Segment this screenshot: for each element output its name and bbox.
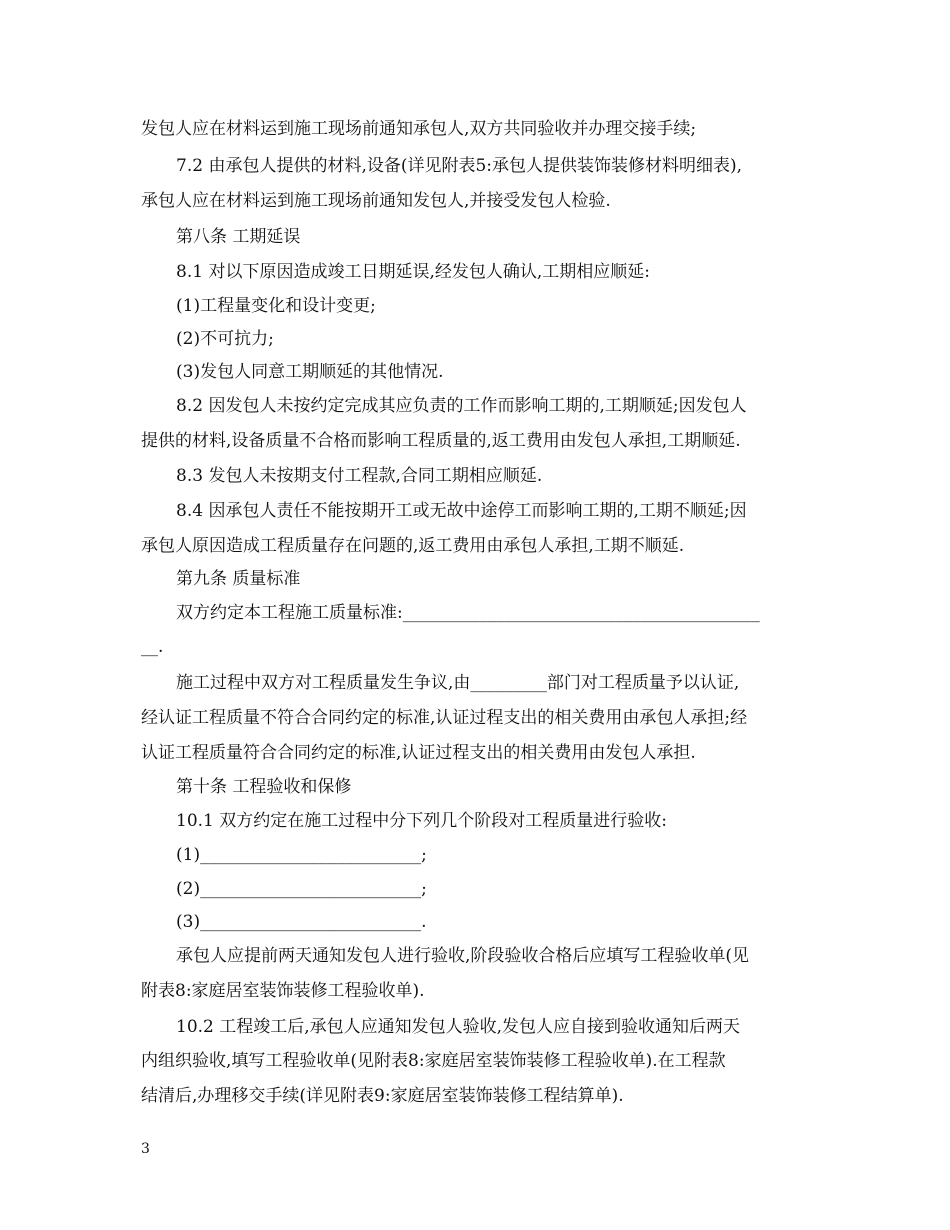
page-number: 3 [141, 1141, 150, 1157]
text-line: 承包人应提前两天通知发包人进行验收,阶段验收合格后应填写工程验收单(见 [176, 946, 750, 966]
text-line: 经认证工程质量不符合合同约定的标准,认证过程支出的相关费用由承包人承担;经 [141, 708, 748, 728]
text-line: 双方约定本工程施工质量标准:__________________________________________ [176, 603, 760, 623]
list-item: (3)__________________________. [176, 912, 427, 932]
text-line: 内组织验收,填写工程验收单(见附表8:家庭居室装饰装修工程验收单).在工程款 [141, 1051, 726, 1071]
text-line: 10.1 双方约定在施工过程中分下列几个阶段对工程质量进行验收: [176, 811, 667, 831]
text-line: 结清后,办理移交手续(详见附表9:家庭居室装饰装修工程结算单). [141, 1086, 624, 1106]
section-heading: 第十条 工程验收和保修 [176, 777, 352, 797]
text-line: 施工过程中双方对工程质量发生争议,由_________部门对工程质量予以认证, [176, 673, 740, 693]
section-heading: 第八条 工期延误 [176, 227, 301, 247]
text-line: 10.2 工程竣工后,承包人应通知发包人验收,发包人应自接到验收通知后两天 [176, 1017, 741, 1037]
list-item: (1)工程量变化和设计变更; [176, 296, 376, 316]
section-heading: 第九条 质量标准 [176, 569, 301, 589]
text-line: 8.4 因承包人责任不能按期开工或无故中途停工而影响工期的,工期不顺延;因 [176, 501, 747, 521]
text-line: 7.2 由承包人提供的材料,设备(详见附表5:承包人提供装饰装修材料明细表), [176, 156, 743, 176]
text-line: 8.2 因发包人未按约定完成其应负责的工作而影响工期的,工期顺延;因发包人 [176, 396, 747, 416]
text-line: 承包人应在材料运到施工现场前通知发包人,并接受发包人检验. [141, 191, 611, 211]
text-line: 承包人原因造成工程质量存在问题的,返工费用由承包人承担,工期不顺延. [141, 536, 685, 556]
list-item: (1)__________________________; [176, 845, 427, 865]
text-line: 发包人应在材料运到施工现场前通知承包人,双方共同验收并办理交接手续; [141, 119, 697, 139]
text-line: 8.1 对以下原因造成竣工日期延误,经发包人确认,工期相应顺延: [176, 262, 650, 282]
list-item: (3)发包人同意工期顺延的其他情况. [176, 362, 444, 382]
text-line: 附表8:家庭居室装饰装修工程验收单). [141, 981, 425, 1001]
text-line: 8.3 发包人未按期支付工程款,合同工期相应顺延. [176, 466, 543, 486]
list-item: (2)__________________________; [176, 879, 427, 899]
text-line: __. [141, 637, 164, 657]
text-line: 提供的材料,设备质量不合格而影响工程质量的,返工费用由发包人承担,工期顺延. [141, 431, 741, 451]
list-item: (2)不可抗力; [176, 329, 274, 349]
text-line: 认证工程质量符合合同约定的标准,认证过程支出的相关费用由发包人承担. [141, 743, 696, 763]
